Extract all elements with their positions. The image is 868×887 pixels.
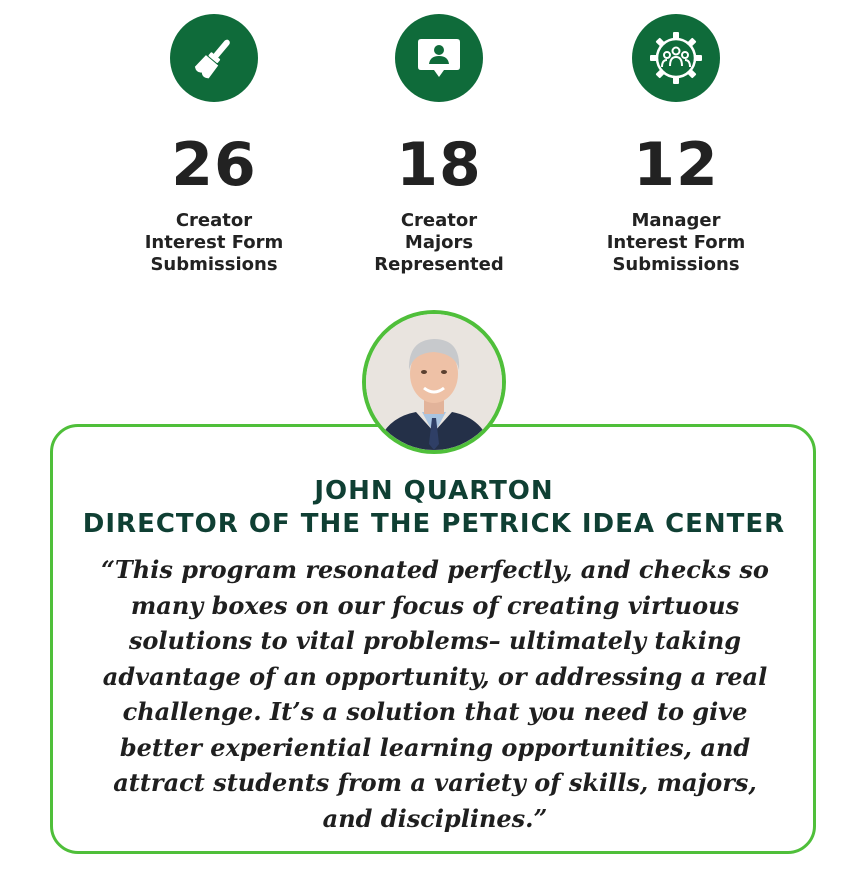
stat-label: Creator Interest Form Submissions: [144, 210, 284, 275]
avatar: [362, 310, 506, 454]
stats-section: [0, 0, 868, 290]
stat-label: Manager Interest Form Submissions: [606, 210, 746, 275]
testimonial-quote: “This program resonated perfectly, and checks so many boxes on our focus of creating virtuous solutions to vital problems– ultimately taking advantage of an opportunity, or addressing a real challenge. It’s a solution that you need to give better experiential learning opportunities, and attract students from a variety of skills, majors, and disciplines.”: [101, 555, 769, 833]
stat-creator-majors: [329, 14, 549, 276]
stat-manager-submissions: [566, 14, 786, 276]
stat-number: 18: [396, 130, 482, 200]
chat-person-icon: [395, 14, 483, 102]
testimonial-header: [0, 475, 868, 541]
stat-number: 26: [171, 130, 257, 200]
person-title: DIRECTOR OF THE THE PETRICK IDEA CENTER: [82, 509, 786, 539]
paintbrush-icon: [170, 14, 258, 102]
stat-creator-submissions: [104, 14, 324, 276]
person-name: JOHN QUARTON: [314, 476, 554, 506]
stat-label: Creator Majors Represented: [374, 210, 504, 275]
gear-people-icon: [632, 14, 720, 102]
stat-number: 12: [633, 130, 719, 200]
